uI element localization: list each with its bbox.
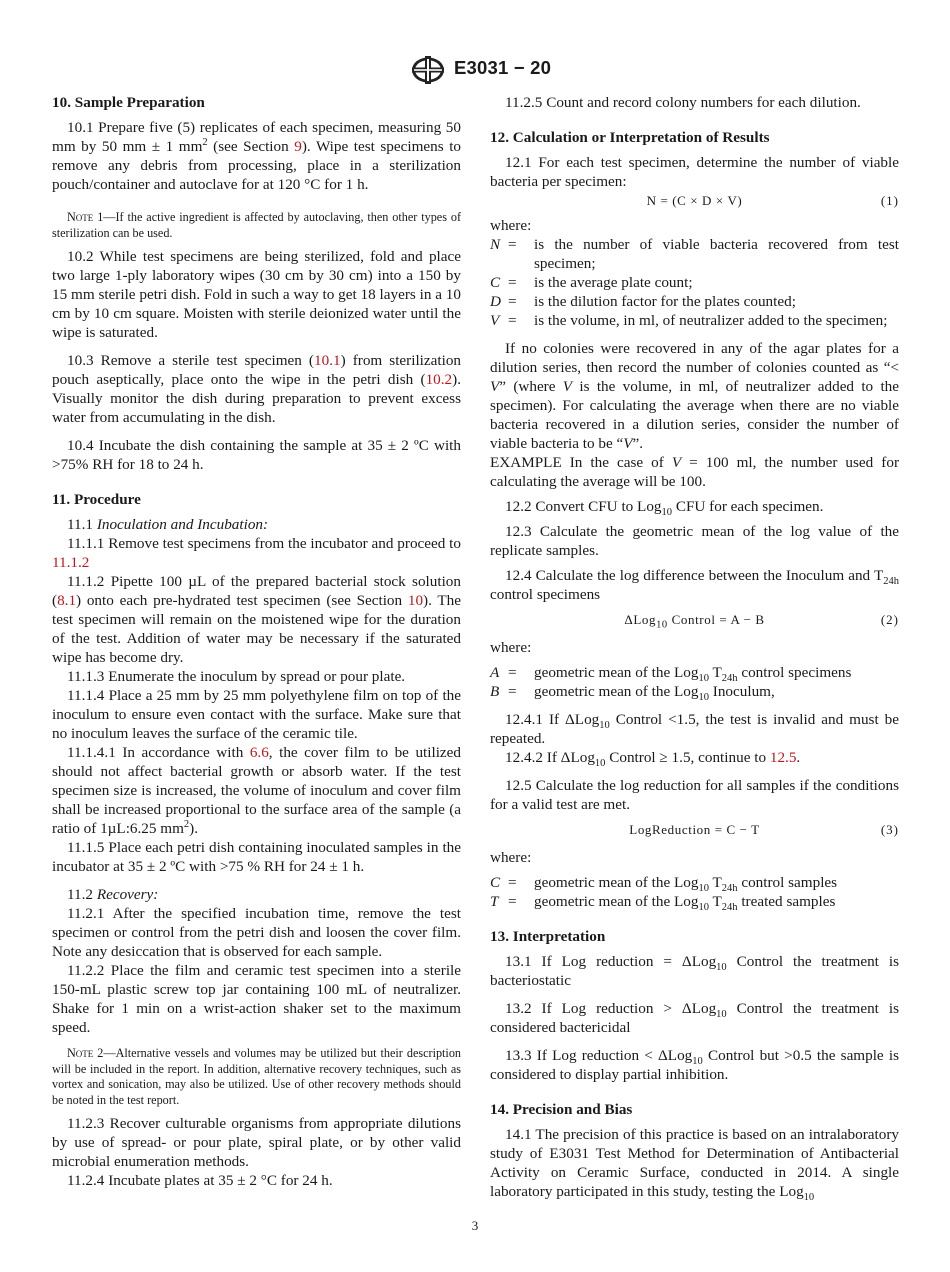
where-var: C (490, 274, 501, 291)
where-var: V (490, 312, 500, 329)
xref-10-2[interactable]: 10.2 (425, 371, 453, 388)
xref-12-5[interactable]: 12.5 (769, 749, 797, 766)
equation-1-number: (1) (880, 193, 899, 208)
where-label-1: where: (490, 217, 532, 234)
where-var: C (490, 874, 501, 891)
para-12-1: 12.1 For each test specimen, determine the number of viable bacteria per specimen: (490, 154, 899, 190)
para-11-1-1: 11.1.1 Remove test specimens from the incubator and proceed to 11.1.2 (52, 535, 461, 571)
para-10-3: 10.3 Remove a sterile test specimen (10.1) from sterilization pouch aseptically, place onto the wipe in the petri dish (10.2). Visually monitor the dish during preparation to prevent excess water from accumulating in the dish. (52, 352, 462, 426)
note-1: Note 1—If the active ingredient is affected by autoclaving, then other types of sterilization can be used. (52, 210, 461, 240)
where-list-1: N = is the number of viable bacteria recovered from test specimen; C = is the average plate count; D = is the dilution factor for the plates counted; V = is the volume, in ml, of neutralizer added to the specimen; (490, 236, 899, 329)
para-13-2: 13.2 If Log reduction > ΔLog$_{10}$ Control the treatment is considered bactericidal (490, 1000, 899, 1036)
para-11-2-3: 11.2.3 Recover culturable organisms from appropriate dilutions by use of spread- or pour plate, spiral plate, or by other valid microbial enumeration methods. (52, 1115, 461, 1170)
para-12-4-1: 12.4.1 If ΔLog$_{10}$ Control <1.5, the test is invalid and must be repeated. (490, 711, 899, 747)
para-12-2: 12.2 Convert CFU to Log$_{10}$ CFU for each specimen. (505, 498, 824, 519)
where-desc: is the dilution factor for the plates counted; (534, 293, 796, 310)
equation-3-number: (3) (880, 822, 899, 837)
xref-8-1[interactable]: 8.1 (57, 592, 77, 609)
where-desc: geometric mean of the Log$_{10}$ $T_{24h}$ treated samples (534, 893, 836, 914)
example-text: EXAMPLE In the case of V = 100 ml, the number used for calculating the average will be 100. (490, 454, 900, 490)
para-11-2-2: 11.2.2 Place the film and ceramic test specimen into a sterile 150-mL plastic screw top jar containing 100 mL of neutralizer. Shake for 1 min on a wrist-action shaker set to the maximum speed. (52, 962, 461, 1036)
where-list-2: A = geometric mean of the Log$_{10}$ $T_{24h}$ control specimens B = geometric mean of the Log$_{10}$ Inoculum, (490, 663, 899, 701)
para-13-1: 13.1 If Log reduction = ΔLog$_{10}$ Control the treatment is bacteriostatic (490, 953, 899, 989)
xref-11-1-2[interactable]: 11.1.2 (52, 554, 90, 571)
where-desc: geometric mean of the Log$_{10}$ $T_{24h}$ control specimens (534, 664, 852, 685)
section-11-heading: 11. Procedure (52, 491, 141, 508)
where-label-3: where: (490, 849, 532, 866)
para-10-2: 10.2 While test specimens are being sterilized, fold and place two large 1-ply laboratory wipes (30 cm by 30 cm) into a 150 by 15 mm sterile petri dish. Fold in such a way to get 18 layers in a 10 cm by 10 cm square. Moisten with sterile deionized water until the wipe is saturated. (52, 248, 461, 341)
para-11-2-4: 11.2.4 Incubate plates at 35 ± 2 °C for 24 h. (67, 1172, 333, 1189)
xref-6-6[interactable]: 6.6 (249, 744, 269, 761)
xref-section-10[interactable]: 10 (407, 592, 424, 609)
para-12-3: 12.3 Calculate the geometric mean of the log value of the replicate samples. (490, 523, 899, 559)
standard-designation: E3031 − 20 (454, 57, 552, 78)
section-10-heading: 10. Sample Preparation (52, 94, 205, 111)
equation-2 (490, 610, 899, 629)
para-11-2-1: 11.2.1 After the specified incubation time, remove the test specimen or control from the petri dish and loosen the cover film. Note any desiccation that is observed for each sample. (52, 905, 461, 960)
para-11-1-4: 11.1.4 Place a 25 mm by 25 mm polyethylene film on top of the inoculum to ensure even contact with the surface. Make sure that no inoculum leaves the surface of the ceramic tile. (52, 687, 461, 742)
para-11-1-2: 11.1.2 Pipette 100 µL of the prepared bacterial stock solution (8.1) onto each pre-hydrated test specimen (see Section 10). The test specimen will remain on the moistened wipe for the duration of the test. Addition of water may be necessary if the saturated wipe has become dry. (52, 573, 461, 666)
para-11-1: 11.1 Inoculation and Incubation: (67, 516, 269, 533)
para-no-colonies: If no colonies were recovered in any of the agar plates for a dilution series, then record the number of colonies counted as “< V” (where V is the volume, in ml, of neutralizer added to the specimen). For calculating the average when there are no viable bacteria recovered in a dilution series, consider the number of viable bacteria to be “V”. (490, 340, 899, 452)
equation-1-formula: N = (C × D × V) (646, 193, 743, 208)
para-10-1: 10.1 Prepare five (5) replicates of each specimen, measuring 50 mm by 50 mm ± 1 $mm^2$ (see Section 9). Wipe test specimens to remove any debris from processing, place in a sterilization pouch/container and autoclave for at 120 °C for 1 h. (52, 119, 462, 193)
left-column (52, 93, 461, 1190)
equation-2-formula: ΔLog$_{10}$ Control = A − B (624, 612, 765, 631)
note-2: Note 2—Alternative vessels and volumes may be utilized but their description will be included in the report. In addition, alternative recovery techniques, such as vortex and sonication, may also be utilized. Use of other recovery methods should be noted in the test report. (52, 1046, 462, 1107)
where-label-2: where: (490, 639, 532, 656)
where-list-3: C = geometric mean of the Log$_{10}$ $T_{24h}$ control samples T = geometric mean of the Log$_{10}$ $T_{24h}$ treated samples (490, 873, 899, 911)
equation-2-number: (2) (880, 612, 899, 627)
equation-3-formula: LogReduction = C − T (629, 822, 760, 837)
where-var: N (490, 236, 501, 253)
para-11-2: 11.2 Recovery: (67, 886, 159, 903)
para-13-3: 13.3 If Log reduction < ΔLog$_{10}$ Control but >0.5 the sample is considered to display partial inhibition. (490, 1047, 899, 1083)
para-11-1-5: 11.1.5 Place each petri dish containing inoculated samples in the incubator at 35 ± 2 ºC with >75 % RH for 24 ± 1 h. (52, 839, 461, 875)
where-var: T (490, 893, 499, 910)
para-12-4-2: 12.4.2 If ΔLog$_{10}$ Control ≥ 1.5, continue to 12.5. (505, 749, 801, 770)
equation-1 (490, 191, 899, 210)
where-desc: is the volume, in ml, of neutralizer added to the specimen; (534, 312, 888, 329)
para-12-5: 12.5 Calculate the log reduction for all samples if the conditions for a valid test are met. (490, 777, 899, 813)
xref-section-9[interactable]: 9 (294, 138, 302, 155)
para-10-4: 10.4 Incubate the dish containing the sample at 35 ± 2 ºC with >75% RH for 18 to 24 h. (52, 437, 461, 473)
where-var: B (490, 683, 500, 700)
where-desc: geometric mean of the Log$_{10}$ Inoculum, (534, 683, 775, 704)
para-14-1: 14.1 The precision of this practice is based on an intralaboratory study of E3031 Test Method for Determination of Antibacterial Activity on Ceramic Surface, conducted in 2014. A single laboratory participated in this study, testing the Log$_{10}$ (490, 1126, 899, 1204)
astm-logo-icon (408, 56, 448, 84)
para-11-1-3: 11.1.3 Enumerate the inoculum by spread or pour plate. (67, 668, 406, 685)
right-column (490, 93, 900, 1204)
section-13-heading: 13. Interpretation (490, 928, 606, 945)
para-11-2-5: 11.2.5 Count and record colony numbers for each dilution. (505, 94, 861, 111)
where-var: D (490, 293, 501, 310)
section-14-heading: 14. Precision and Bias (490, 1101, 633, 1118)
equation-3 (490, 820, 899, 839)
where-var: A (490, 664, 500, 681)
page-number: 3 (471, 1218, 479, 1233)
section-12-heading: 12. Calculation or Interpretation of Results (490, 129, 770, 146)
where-desc: geometric mean of the Log$_{10}$ $T_{24h}$ control samples (534, 874, 838, 895)
para-11-1-4-1: 11.1.4.1 In accordance with 6.6, the cover film to be utilized should not affect bacterial growth or absorb water. If the test specimen size is increased, the volume of inoculum and cover film shall be increased proportional to the surface area of the sample (a ratio of 1µL:6.25 $mm^2$). (52, 744, 461, 837)
para-12-4: 12.4 Calculate the log difference between the Inoculum and $T_{24h}$ control specimens (490, 567, 899, 603)
xref-10-1[interactable]: 10.1 (314, 352, 341, 369)
where-desc: is the average plate count; (534, 274, 693, 291)
page-header (0, 56, 950, 84)
where-desc: is the number of viable bacteria recovered from test specimen; (534, 236, 899, 272)
